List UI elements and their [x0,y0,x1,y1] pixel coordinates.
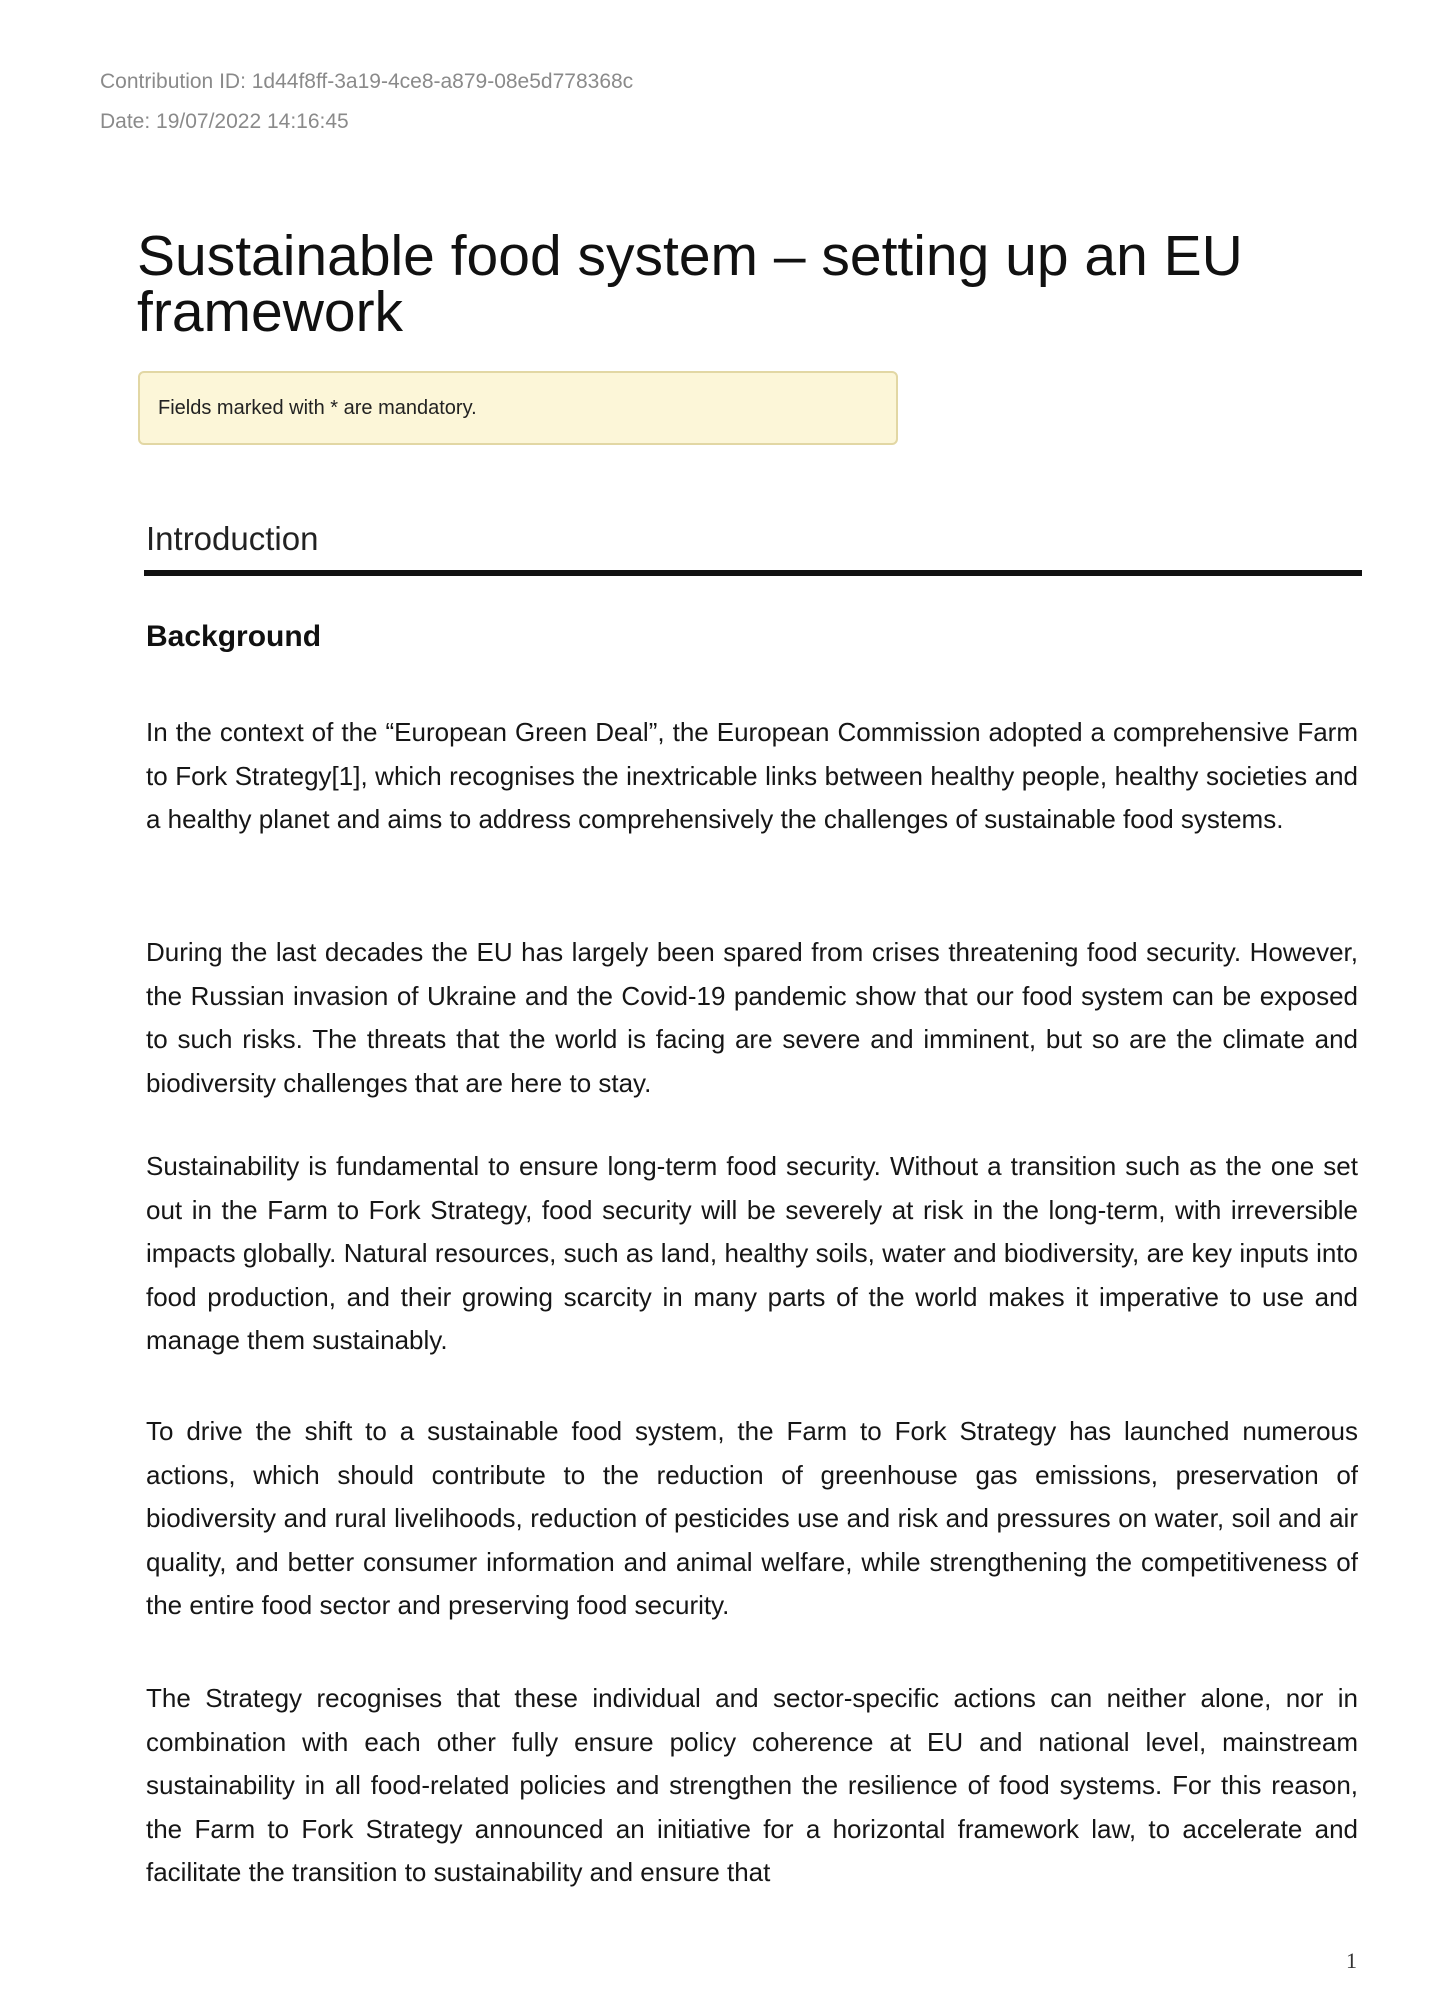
paragraph: Sustainability is fundamental to ensure long-term food security. Without a transition such as the one set out in the Farm to Fork Strategy, food security will be severely at risk in the long-term, with irreversible impacts globally. Natural resources, such as land, healthy soils, water and biodiversity, are key inputs into food production, and their growing scarcity in many parts of the world makes it imperative to use and manage them sustainably. [146,1151,1358,1355]
document-title: Sustainable food system – setting up an EU framework [137,224,1243,344]
mandatory-fields-notice [138,371,898,445]
paragraph: To drive the shift to a sustainable food system, the Farm to Fork Strategy has launched numerous actions, which should contribute to the reduction of greenhouse gas emissions, preservation of biodiversity and rural livelihoods, reduction of pesticides use and risk and pressures on water, soil and air quality, and better consumer information and animal welfare, while strengthening the competitiveness of the entire food sector and preserving food security. [146,1416,1358,1620]
paragraph: During the last decades the EU has largely been spared from crises threatening food security. However, the Russian invasion of Ukraine and the Covid-19 pandemic show that our food system can be exposed to such risks. The threats that the world is facing are severe and imminent, but so are the climate and biodiversity challenges that are here to stay. [146,937,1358,1098]
section-title: Introduction [146,520,319,557]
mandatory-fields-notice-text: Fields marked with * are mandatory. [158,396,477,419]
contribution-metadata [100,62,633,142]
subheading-background: Background [146,620,322,653]
paragraph: In the context of the “European Green Deal”, the European Commission adopted a comprehensive Farm to Fork Strategy[1], which recognises the inextricable links between healthy people, healthy societies and a healthy planet and aims to address comprehensively the challenges of sustainable food systems. [146,717,1358,834]
section-divider [144,570,1362,576]
contribution-date: Date: 19/07/2022 14:16:45 [100,110,349,133]
page-number: 1 [1346,1948,1357,1973]
paragraph: The Strategy recognises that these individual and sector-specific actions can neither alone, nor in combination with each other fully ensure policy coherence at EU and national level, mainstream sustainability in all food-related policies and strengthen the resilience of food systems. For this reason, the Farm to Fork Strategy announced an initiative for a horizontal framework law, to accelerate and facilitate the transition to sustainability and ensure that [146,1683,1358,1887]
contribution-id: Contribution ID: 1d44f8ff-3a19-4ce8-a879-08e5d778368c [100,70,634,93]
